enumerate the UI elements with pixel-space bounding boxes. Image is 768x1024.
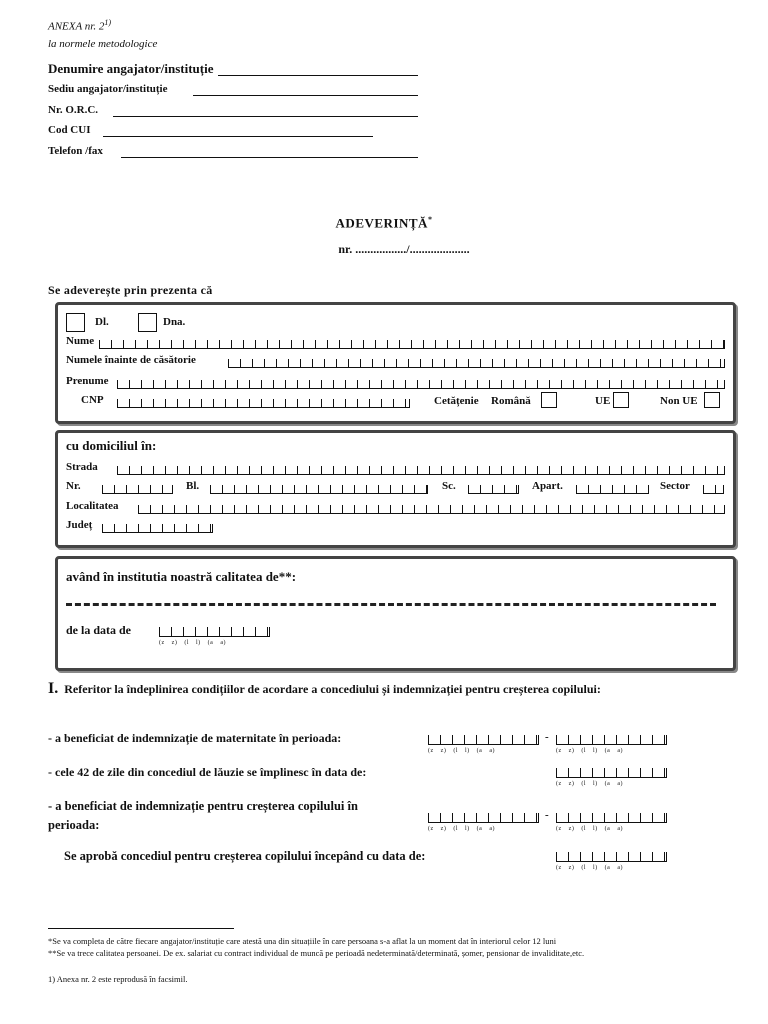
apartment-field[interactable] [576, 485, 649, 494]
date-format-hint: (z z) (l l) (a a) [428, 826, 495, 832]
date-format-hint: (z z) (l l) (a a) [556, 826, 623, 832]
cnp-label: CNP [81, 394, 104, 406]
norms-label: la normele metodologice [48, 38, 158, 50]
document-title: ADEVERINȚĂ* [335, 215, 433, 231]
annex-label: ANEXA nr. 2$^{1)}$ [48, 18, 111, 33]
maiden-name-field[interactable] [228, 359, 725, 368]
county-field[interactable] [102, 524, 213, 533]
date-format-hint: (z z) (l l) (a a) [159, 640, 226, 646]
mrs-label: Dna. [163, 316, 186, 328]
maternity-start-comb[interactable] [428, 735, 539, 745]
first-name-label: Prenume [66, 375, 109, 387]
block-field[interactable] [210, 485, 428, 494]
locality-label: Localitatea [66, 500, 119, 512]
mr-label: Dl. [95, 316, 109, 328]
footnote-divider [48, 928, 234, 929]
identity-box [55, 302, 736, 424]
maternity-end-date[interactable] [556, 735, 667, 754]
cui-label: Cod CUI [48, 124, 91, 136]
intro-text: Se adeverește prin prezenta că [48, 283, 213, 297]
from-date-label: de la data de [66, 623, 132, 637]
cui-field[interactable] [103, 136, 373, 137]
non-eu-checkbox[interactable] [704, 392, 720, 408]
street-label: Strada [66, 461, 98, 473]
from-date-field[interactable] [159, 627, 270, 646]
eu-checkbox[interactable] [613, 392, 629, 408]
maternity-end-comb[interactable] [556, 735, 667, 745]
postnatal-end-date[interactable] [556, 768, 667, 787]
staircase-label: Sc. [442, 480, 456, 492]
number-field[interactable] [102, 485, 173, 494]
employer-seat-label: Sediu angajator/instituție [48, 83, 168, 95]
non-eu-label: Non UE [660, 395, 698, 407]
phone-fax-field[interactable] [121, 157, 418, 158]
number-label: Nr. [66, 480, 81, 492]
employer-name-label: Denumire angajator/instituție [48, 61, 214, 76]
locality-field[interactable] [138, 505, 725, 514]
childcare-start-date[interactable] [428, 813, 539, 832]
date-format-hint: (z z) (l l) (a a) [556, 781, 623, 787]
romanian-label: Română [491, 395, 531, 407]
quality-box [55, 556, 736, 671]
quality-field[interactable] [66, 603, 716, 606]
maiden-name-label: Numele înainte de căsătorie [66, 354, 196, 366]
postnatal-label: - cele 42 de zile din concediul de lăuzie se împlinesc în data de: [48, 765, 367, 779]
address-box [55, 430, 736, 548]
first-name-field[interactable] [117, 380, 725, 389]
cnp-field[interactable] [117, 399, 410, 408]
orc-label: Nr. O.R.C. [48, 104, 99, 116]
name-label: Nume [66, 335, 95, 347]
mr-checkbox[interactable] [66, 313, 85, 332]
footnote-2: **Se va trece calitatea persoanei. De ex. salariat cu contract individual de muncă pe perioadă nedeterminată/determinată, șomer, pensionar de invaliditate,etc. [48, 948, 585, 958]
date-format-hint: (z z) (l l) (a a) [556, 748, 623, 754]
from-date-comb[interactable] [159, 627, 270, 637]
maternity-label: - a beneficiat de indemnizație de maternitate în perioada: [48, 731, 342, 745]
phone-fax-label: Telefon /fax [48, 145, 103, 157]
document-number-line[interactable]: nr. ................./.................... [338, 242, 470, 256]
quality-heading: având în institutia noastră calitatea de**: [66, 569, 297, 584]
orc-field[interactable] [113, 116, 418, 117]
sector-label: Sector [660, 480, 690, 492]
childcare-label: - a beneficiat de indemnizație pentru creșterea copilului în perioada: [48, 799, 358, 832]
approval-start-comb[interactable] [556, 852, 667, 862]
citizenship-label: Cetățenie [434, 395, 479, 407]
approval-label: Se aprobă concediul pentru creșterea copilului începând cu data de: [64, 849, 426, 863]
employer-name-field[interactable] [218, 75, 418, 76]
maternity-start-date[interactable] [428, 735, 539, 754]
block-label: Bl. [186, 480, 200, 492]
footnote-3: 1) Anexa nr. 2 este reprodusă în facsimil. [48, 974, 188, 984]
childcare-start-comb[interactable] [428, 813, 539, 823]
eu-label: UE [595, 395, 611, 407]
childcare-end-date[interactable] [556, 813, 667, 832]
date-format-hint: (z z) (l l) (a a) [428, 748, 495, 754]
employer-seat-field[interactable] [193, 95, 418, 96]
address-heading: cu domiciliul în: [66, 438, 157, 453]
romanian-checkbox[interactable] [541, 392, 557, 408]
footnote-1: *Se va completa de către fiecare angajator/instituție care atestă una din situațiile în care persoana s-a aflat la un moment dat în interiorul celor 12 luni [48, 936, 557, 946]
approval-start-date[interactable] [556, 852, 667, 871]
staircase-field[interactable] [468, 485, 519, 494]
section-1-title: I. Referitor la îndeplinirea condițiilor de acordare a concediului și indemnizației pentru creșterea copilului: [48, 680, 601, 697]
county-label: Județ [66, 519, 93, 531]
name-field[interactable] [99, 340, 725, 349]
mrs-checkbox[interactable] [138, 313, 157, 332]
date-format-hint: (z z) (l l) (a a) [556, 865, 623, 871]
childcare-end-comb[interactable] [556, 813, 667, 823]
apartment-label: Apart. [532, 480, 563, 492]
range-separator: - [545, 809, 549, 821]
sector-field[interactable] [703, 485, 724, 494]
postnatal-end-comb[interactable] [556, 768, 667, 778]
range-separator: - [545, 731, 549, 743]
street-field[interactable] [117, 466, 725, 475]
